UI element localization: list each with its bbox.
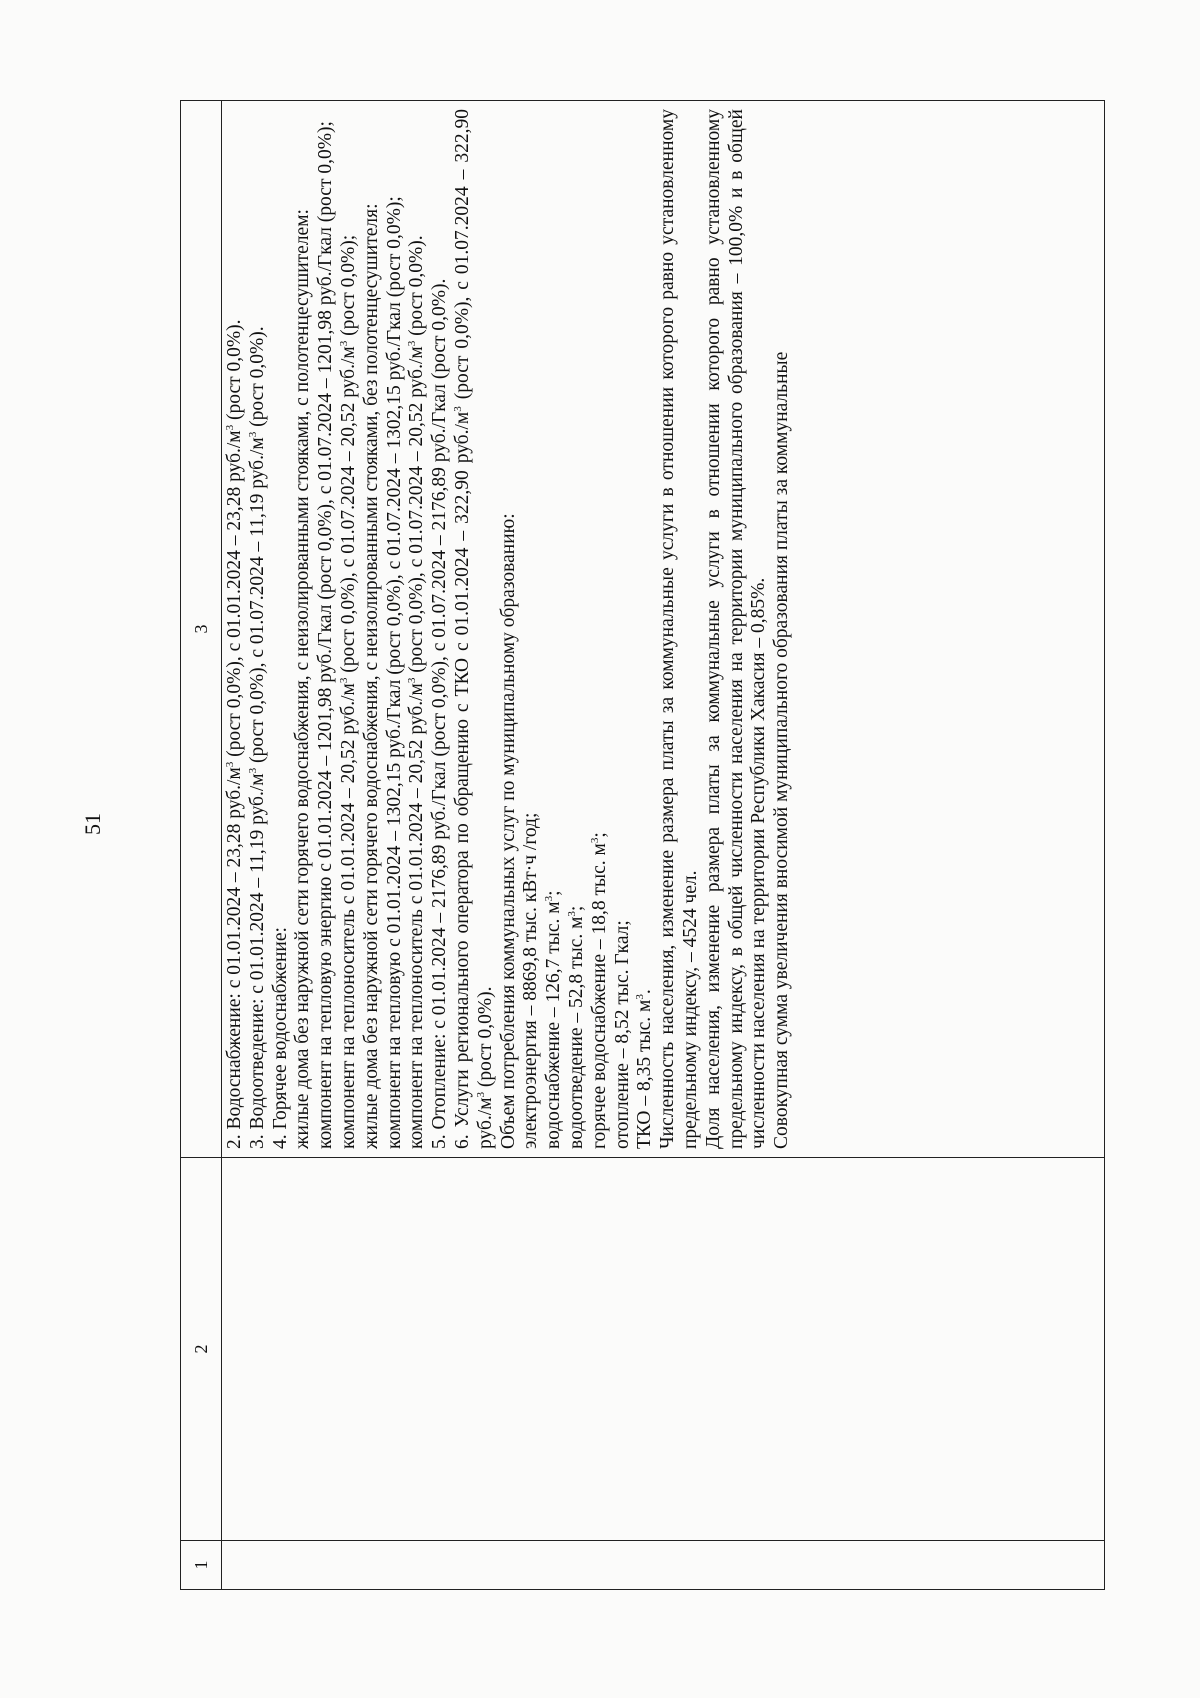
- content-paragraph: 2. Водоснабжение: с 01.01.2024 – 23,28 $руб./м^3$ (рост 0,0%), с 01.01.2024 – 23,28 $руб./м^3$ (рост 0,0%).: [224, 319, 245, 1149]
- content-paragraph: жилые дома без наружной сети горячего водоснабжения, с неизолированными стояками, без полотенцесушителя:: [360, 203, 382, 1149]
- content-paragraph: 4. Горячее водоснабжение:: [269, 927, 291, 1149]
- content-paragraph: Численность населения, изменение размера платы за коммунальные услуги в отношении которого равно установленному предельному индексу, – 4524 чел.: [657, 109, 701, 1149]
- column-header-1: 1: [181, 1541, 222, 1590]
- content-paragraph: компонент на теплоноситель с 01.01.2024 – 20,52 $руб./м^3$ (рост 0,0%), с 01.07.2024 – 20,52 $руб./м^3$ (рост 0,0%).: [406, 235, 428, 1149]
- table-cell-col3: [222, 101, 1105, 1158]
- table-cell-col1: [222, 1541, 1105, 1590]
- content-paragraph: ТКО – 8,35 тыс. $м^3$.: [634, 989, 656, 1149]
- content-paragraph: компонент на теплоноситель с 01.01.2024 – 20,52 $руб./м^3$ (рост 0,0%), с 01.07.2024 – 20,52 $руб./м^3$ (рост 0,0%);: [337, 234, 359, 1149]
- content-paragraph: горячее водоснабжение – 18,8 тыс. $м^3$;: [588, 832, 610, 1149]
- content-paragraph: электроэнергия – 8869,8 тыс. кВт·ч /год;: [520, 812, 542, 1149]
- table-row: [222, 101, 1105, 1590]
- column-header-2: 2: [181, 1158, 222, 1541]
- page-number: 51: [80, 813, 105, 835]
- content-paragraph: 6. Услуги регионального оператора по обращению с ТКО с 01.01.2024 – 322,90 $руб./м^3$ (рост 0,0%), с 01.07.2024 – 322,90 $руб./м^3$ (рост 0,0%).: [451, 109, 496, 1149]
- content-paragraph: Доля населения, изменение размера платы за коммунальные услуги в отношении которого равно установленному предельному индексу, в общей численности населения на территории муниципального образования – 100,0% и в общей численности населения на территории Республики Хакасия – 0,85%.: [702, 109, 770, 1149]
- content-paragraph: водоснабжение – 126,7 тыс. $м^3$;: [543, 890, 565, 1149]
- rotated-table-container: [180, 100, 1105, 1590]
- content-paragraph: Совокупная сумма увеличения вносимой муниципального образования платы за коммунальные: [771, 351, 793, 1149]
- table-cell-col2: [222, 1158, 1105, 1541]
- content-paragraph: компонент на тепловую энергию с 01.01.2024 – 1201,98 руб./Гкал (рост 0,0%), с 01.07.2024 – 1201,98 руб./Гкал (рост 0,0%);: [315, 121, 337, 1149]
- column-header-3: 3: [181, 101, 222, 1158]
- content-paragraph: компонент на тепловую с 01.01.2024 – 1302,15 руб./Гкал (рост 0,0%), с 01.07.2024 – 1302,15 руб./Гкал (рост 0,0%);: [383, 196, 405, 1149]
- content-paragraph: 3. Водоотведение: с 01.01.2024 – 11,19 $руб./м^3$ (рост 0,0%), с 01.07.2024 – 11,19 $руб./м^3$ (рост 0,0%).: [246, 326, 268, 1149]
- content-paragraph: отопление – 8,52 тыс. Гкал;: [611, 920, 633, 1149]
- content-paragraph: водоотведение – 52,8 тыс. $м^3$;: [565, 905, 587, 1149]
- content-paragraph: Объем потребления коммунальных услуг по муниципальному образованию:: [497, 513, 519, 1149]
- content-paragraph: жилые дома без наружной сети горячего водоснабжения, с неизолированными стояками, с полотенцесушителем:: [292, 209, 314, 1149]
- content-paragraph: 5. Отопление: с 01.01.2024 – 2176,89 руб./Гкал (рост 0,0%), с 01.07.2024 – 2176,89 руб./Гкал (рост 0,0%).: [429, 278, 451, 1149]
- document-table: [180, 100, 1105, 1590]
- table-header-row: [181, 101, 222, 1590]
